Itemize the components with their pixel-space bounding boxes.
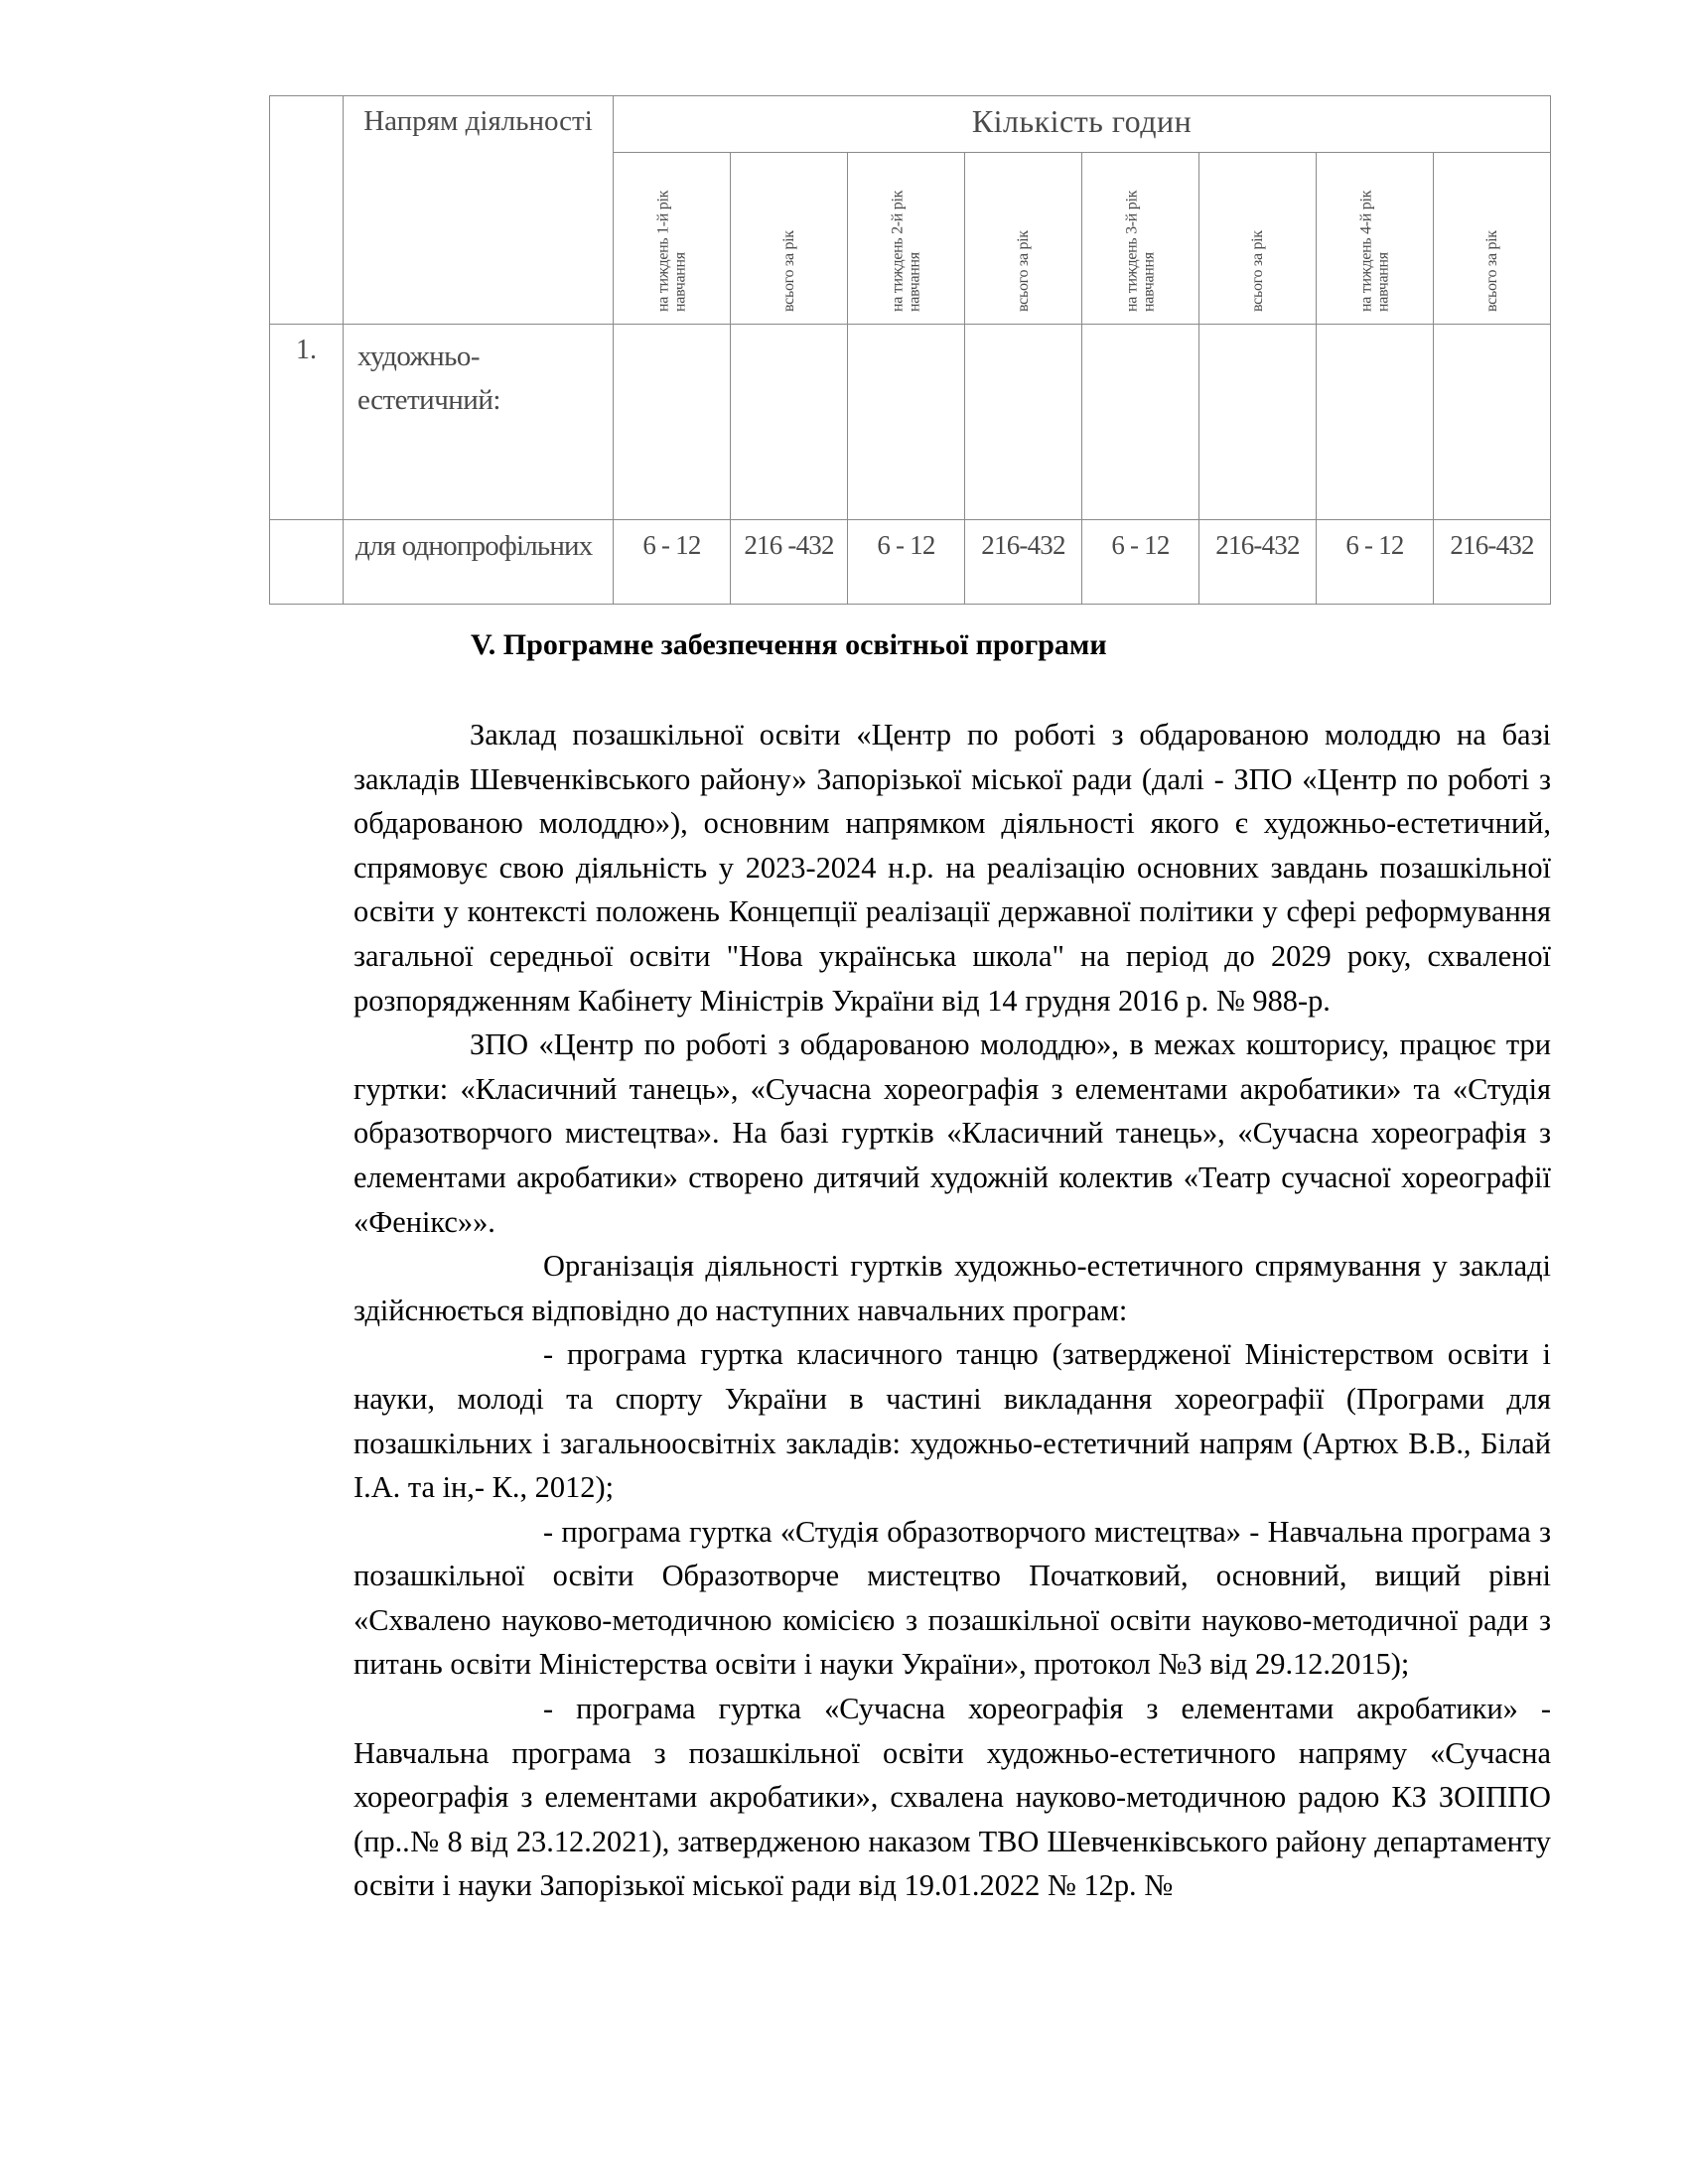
list-item: - програма гуртка класичного танцю (затвердженої Міністерством освіти і науки, молоді та спорту України в частині викладання хореографії (Програми для позашкільних і загальноосвітніх закладів: художньо-естетичний напрям (Артюх В.В., Білай І.А. та ін,- К., 2012); [353,1337,1551,1505]
table-corner-cell [270,96,344,325]
hours-value: 216-432 [965,520,1082,605]
table-cell [965,325,1082,520]
table-header-row [270,96,1551,153]
table-row [270,520,1551,605]
hours-value: 6 - 12 [1082,520,1199,605]
table-cell [270,520,344,605]
table-cell [731,325,848,520]
paragraph: Організація діяльності гуртків художньо-естетичного спрямування у закладі здійснюється відповідно до наступних навчальних програм: [353,1249,1551,1327]
table-cell [1199,325,1317,520]
hours-value: 6 - 12 [848,520,965,605]
subheader-label: на тиждень 3-й рік навчання [1123,190,1158,312]
subheader-label: всього за рік [1015,230,1032,312]
subheader-label: на тиждень 4-й рік навчання [1357,190,1392,312]
table-cell [614,325,731,520]
hours-value: 216-432 [1199,520,1317,605]
row-direction-name: художньо-естетичний: [344,325,614,520]
section-title: V. Програмне забезпечення освітньої програми [471,628,1107,661]
table-cell [1317,325,1434,520]
hours-table [269,95,1551,605]
paragraph: Заклад позашкільної освіти «Центр по роботі з обдарованою молоддю на базі закладів Шевченківського району» Запорізької міської ради (далі - ЗПО «Центр по роботі з обдарованою молоддю»), основним напрямком діяльності якого є художньо-естетичний, спрямовує свою діяльність у 2023-2024 н.р. на реалізацію основних завдань позашкільної освіти у контексті положень Концепції реалізації державної політики у сфері реформування загальної середньої освіти "Нова українська школа" на період до 2029 року, схваленої розпорядженням Кабінету Міністрів України від 14 грудня 2016 р. № 988-р. [353,718,1551,1018]
subheader-cell [1199,153,1317,325]
hours-value: 216-432 [1434,520,1551,605]
subheader-cell [1082,153,1199,325]
subheader-label: всього за рік [1483,230,1501,312]
subheader-cell [731,153,848,325]
hours-header: Кількість годин [614,96,1551,153]
subheader-cell [614,153,731,325]
subheader-label: на тиждень 1-й рік навчання [654,190,689,312]
paragraph: ЗПО «Центр по роботі з обдарованою молоддю», в межах кошторису, працює три гуртки: «Класичний танець», «Сучасна хореографія з елементами акробатики» та «Студія образотворчого мистецтва». На базі гуртків «Класичний танець», «Сучасна хореографія з елементами акробатики» створено дитячий художній колектив «Театр сучасної хореографії «Фенікс»». [353,1027,1551,1239]
table-row [270,325,1551,520]
hours-value: 6 - 12 [1317,520,1434,605]
subheader-cell [1317,153,1434,325]
document-body [353,623,1551,1908]
subheader-label: на тиждень 2-й рік навчання [889,190,923,312]
hours-value: 6 - 12 [614,520,731,605]
row-number: 1. [270,325,344,520]
table-cell [848,325,965,520]
row-subdirection-name: для однопрофільних [344,520,614,605]
subheader-label: всього за рік [780,230,797,312]
subheader-cell [965,153,1082,325]
list-item: - програма гуртка «Сучасна хореографія з елементами акробатики» - Навчальна програма з позашкільної освіти художньо-естетичного напряму «Сучасна хореографія з елементами акробатики», схвалена науково-методичною радою КЗ ЗОІППО (пр..№ 8 від 23.12.2021), затвердженою наказом ТВО Шевченківського району департаменту освіти і науки Запорізької міської ради від 19.01.2022 № 12р. № [353,1692,1551,1903]
table-cell [1082,325,1199,520]
table-cell [1434,325,1551,520]
subheader-cell [848,153,965,325]
direction-header: Напрям діяльності [344,96,614,325]
subheader-label: всього за рік [1249,230,1266,312]
list-item: - програма гуртка «Студія образотворчого мистецтва» - Навчальна програма з позашкільної освіти Образотворче мистецтво Початковий, основний, вищий рівні «Схвалено науково-методичною комісією з позашкільної освіти науково-методичної ради з питань освіти Міністерства освіти і науки України», протокол №3 від 29.12.2015); [353,1514,1551,1682]
hours-value: 216 -432 [731,520,848,605]
subheader-cell [1434,153,1551,325]
